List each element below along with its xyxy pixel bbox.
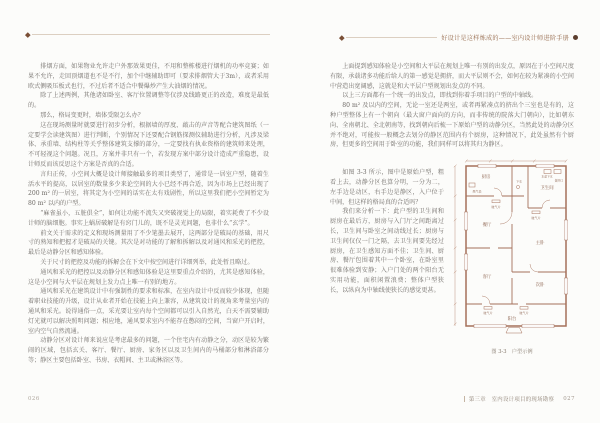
paragraph: 通风和采光的把控以及动静分区和感知体验是这里要重点介绍的，尤其是感知体验，这是小空间与大平层在规划上发力点上唯一有别的地方。	[28, 268, 269, 286]
room-label-gas-meter: 燃气表	[472, 189, 482, 194]
paragraph: 通风和采光在建筑设计中有强制性的要求和标准，在室内设计中反而较少体现，但随着职业技能的升级，设计从业者开始在技能上向上兼容，从建筑设计的视角来考量室内的通风和采光。说得通俗一点，采光要让室内每个空间都可以引入自然光，白天不需要辅助灯光就可以解决照明问题；相应地，通风要求室内不能存在憋闷的空间，当窗户开启时，室内空气自然流通。	[28, 288, 269, 335]
room-label-master-bedroom: 主卧	[535, 241, 545, 247]
paragraph: 动静分区对设计师来说应是考虑最多的问题，一个住宅内有动静之分，动区是较为繁闹的区域，包括玄关、客厅、餐厅、厨房、家务区以及卫生间内的马桶部分和淋浴部分等；静区主要包括卧室、书房、衣帽间、主卫或淋浴区等。	[28, 337, 269, 364]
room-label-radiator: 暖气片	[531, 216, 541, 221]
plan-room-labels	[472, 173, 563, 322]
room-label-sink-drain: 水盆下水	[541, 174, 553, 179]
paragraph: 以上三方面都有一个统一的出发点，即找到你着手项目的户型的中轴线。	[342, 92, 538, 100]
room-label-radiator: 暖气片	[483, 311, 493, 316]
room-label-second-bedroom: 次卧	[535, 283, 545, 289]
room-label-living: 客厅	[482, 275, 492, 281]
footer-chapter: 第三章 室内设计项目的现场勘察	[468, 397, 555, 403]
paragraph: 前文关于需求的定义和现场测量用了不少笔墨去展开，这两部分是破局的基础，用尺寸的熟知和把握才是破局的关键。其次是对功能的了解和拆解以及对通风和采光的把控，最后是动静分区和感知体验。	[28, 229, 269, 257]
room-label-radiator: 暖气片	[519, 311, 529, 316]
paragraph: 那么，格局变更时，墙体受限怎么办？	[40, 111, 144, 119]
left-body-text	[28, 62, 269, 366]
room-label-balcony: 阳台	[507, 317, 517, 323]
right-body-text	[330, 62, 574, 360]
footer-divider	[464, 396, 465, 402]
figure-caption: 图 3-3 户型示例	[491, 348, 533, 355]
diamond-icon	[339, 35, 344, 40]
header-rule	[346, 37, 438, 38]
header-dot-icon	[573, 35, 578, 40]
plan-dimension-lines	[454, 160, 568, 327]
room-label-bathroom: 卫生间	[540, 186, 554, 192]
page-number-right: 027	[563, 396, 575, 402]
header-rule-left	[26, 33, 270, 37]
paragraph: 如图 3-3 所示，图中是原始户型，粗看上去，动静分区也算分明，一分为二，左手边是动区，右手边是静区，入户位于中间，但这样的格局真的合适吗？	[330, 169, 444, 206]
page-number-left: 026	[28, 396, 40, 402]
paragraph: 除了上述两例，其他诸如卧室、客厅位置调整等仅涉及线路更正的改造，难度是最低的。	[28, 92, 269, 110]
room-label-drain: 下水	[515, 179, 523, 184]
paragraph: 上面提到感知体验是小空间和大平层在规划上唯一有别的出发点，原因在于小空间尺度有限，承载诸多功能后给人的第一感觉是拥挤，而大平层则不会，如何在较为紧凑的小空间中营造出宽阔感，这就是和大平层户型规划出发点的不同。	[330, 63, 574, 90]
paragraph: 言归正传，小空间大概是设计师接触最多的项目类型了，通常是一居室户型，随着生活水平的提高，以居室的数量多少来论空间的大小已经不再合适，因为市场上已经出现了 200 m² 的一居室，将其定为小空间的话实在太有戏剧性，所以这里我们把小空间暂定为 80 m² 以内的户型。	[28, 170, 269, 208]
header-rule	[32, 34, 270, 35]
paragraph: 这在现场测量时就要进行初步分析，根据墙的厚度、敲击的声音等配合建筑图纸（一定要学会读建筑图）进行判断，个别情况下还要配合钢筋探测仪辅助进行分析，凡涉及梁体、承重墙、结构柱等关乎整体建筑支撑的部分，一定要找有执业资格的建筑师来处理，不可轻视这个问题。况且，方案并非只有一个，若发现方案中部分设计造成严重隐患，设计师反而该反思这个方案是否真的合适。	[28, 121, 269, 168]
page-right	[300, 0, 600, 423]
paragraph: 关于尺寸的把控及功能的拆解会在下文中按空间进行详细列举，此处暂且略过。	[40, 258, 254, 266]
header-rule-right	[340, 33, 578, 42]
paragraph: 我们来分析一下：此户型的卫生间和厨房在最后方，厨房与入门厅之间距离过长，卫生间与卧室之间动线过长；厨房与卫生间仅仅一门之隔，去卫生间要先经过厨房，在卫生感知方面不佳；卫生间、厨房、餐厅包围着其中一个卧室，在卧室里很难体验到安静；入户门处的两个阳台无实用功能，面积闲置浪费；整体户型狭长，以纵向为中轴线使狭长的感觉更甚。	[330, 208, 444, 294]
footer-right	[464, 395, 575, 403]
room-label-flue: 烟井口	[554, 178, 564, 183]
paragraph: 排烟方面，如果物业允许走户外那效果更佳，不用和整栋楼进行烟机的功率竞赛；如果不允许，走回顶烟道也不是不行，加个中继辅助即可（要求排烟管大于3m），或者采用欧式侧吸压板式也行，不过后者不适合中餐爆炒产生大油烟的情况。	[28, 63, 269, 90]
paragraph: 80 m² 及以内的空间，无论一室还是两室，或者再紧凑点的挤出个三室也是有的，这种户型整体上有一个朝向（最大窗户面向的方向，而非传统的院落大门朝向），比如朝东向、全南朝北、全北朝南等，找到朝向后梳一下原始户型的动静分区，当然此处的动静分区并不绝对，可能按一般概念去划分的静区范围内有个厨房，这种情况下，此处虽然有个厨房，但更多的空间用于卧室的功能，我们同样可以将其归为静区。	[330, 102, 574, 149]
floor-plan-figure	[450, 156, 574, 358]
book-title: 好设计是这样炼成的——室内设计师进阶手册	[441, 35, 569, 42]
diamond-icon	[25, 32, 30, 37]
floor-plan-svg	[450, 156, 574, 342]
room-label-kitchen: 厨房	[481, 175, 491, 181]
paragraph: “麻雀虽小，五脏俱全”，如何让功能不流失又突破视觉上的局限，着实耗费了不少设计师的脑细胞。事实上蜗居破解是有窍门儿的，既不是灵光问题，也非什么“玄学”。	[28, 209, 269, 227]
room-label-radiator: 暖气片	[491, 205, 501, 210]
room-label-dining: 餐厅	[482, 223, 492, 229]
